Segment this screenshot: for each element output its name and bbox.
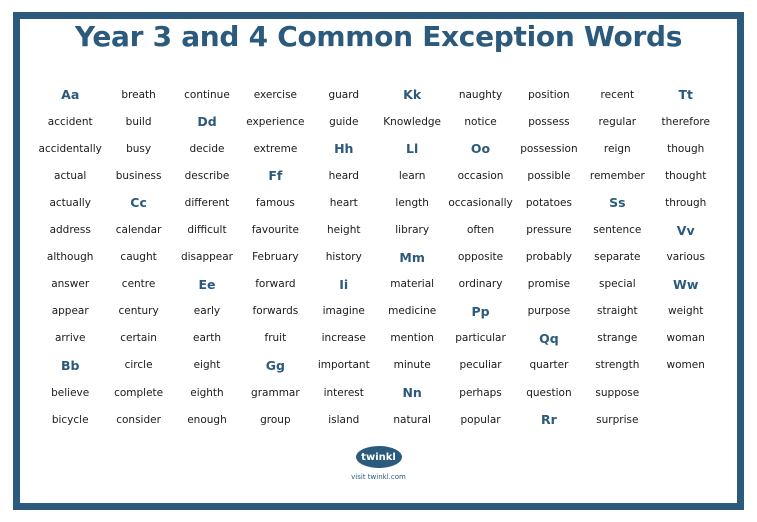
word-item: forward [255,278,296,291]
letter-heading: Gg [265,357,285,373]
word-item: forwards [252,305,299,318]
word-item: important [317,359,370,372]
word-item: appear [51,305,89,318]
word-item: minute [393,359,431,372]
word-item: natural [393,413,431,426]
word-item: February [252,251,299,264]
word-item: potatoes [525,196,572,209]
word-item: famous [255,196,295,209]
word-item: although [46,251,94,264]
word-item: question [526,386,572,399]
word-item: notice [464,115,497,128]
word-item: opposite [457,251,504,264]
word-item: though [667,142,705,155]
word-item: eight [193,359,221,372]
letter-heading: Ee [198,276,216,292]
letter-heading: Qq [539,330,559,346]
word-item: interest [323,386,364,399]
word-item: breath [121,88,156,101]
word-item: popular [460,413,501,426]
word-item: group [260,413,291,426]
word-item: history [325,251,362,264]
word-item: separate [594,251,641,264]
twinkl-logo[interactable] [356,446,402,468]
word-item: calendar [115,224,162,237]
word-item: peculiar [459,359,502,372]
word-item: therefore [661,115,710,128]
letter-heading: Ff [268,168,283,184]
word-item: Knowledge [383,115,442,128]
word-item: favourite [251,224,299,237]
word-item: different [184,196,230,209]
word-item: occasionally [448,196,513,209]
word-item: actual [54,169,87,182]
word-item: regular [598,115,637,128]
letter-heading: Nn [402,385,422,401]
word-item: quarter [529,359,569,372]
word-item: probably [525,251,572,264]
word-item: heard [328,169,359,182]
letter-heading: Cc [130,195,147,211]
empty-cell [652,406,720,433]
word-item: accident [47,115,93,128]
footer [0,446,757,481]
word-item: guide [329,115,359,128]
word-item: complete [114,386,164,399]
word-item: circle [124,359,153,372]
word-item: perhaps [459,386,502,399]
page-title: Year 3 and 4 Common Exception Words [74,20,683,53]
word-item: difficult [187,224,227,237]
word-item: occasion [457,169,504,182]
word-item: fruit [264,332,287,345]
word-item: women [666,359,705,372]
word-item: ordinary [458,278,503,291]
letter-heading: Dd [197,114,217,130]
word-item: centre [121,278,156,291]
letter-heading: Vv [676,222,695,238]
word-item: promise [527,278,571,291]
word-item: naughty [458,88,503,101]
word-item: build [125,115,152,128]
letter-heading: Ss [609,195,626,211]
word-item: possible [527,169,571,182]
word-item: length [395,196,429,209]
word-item: suppose [595,386,640,399]
word-item: learn [398,169,426,182]
word-item: address [49,224,91,237]
word-item: strength [595,359,640,372]
word-item: century [118,305,159,318]
word-item: surprise [596,413,639,426]
word-item: material [390,278,435,291]
word-item: accidentally [38,142,102,155]
word-item: medicine [388,305,437,318]
letter-heading: Bb [60,357,80,373]
word-item: thought [665,169,707,182]
word-item: mention [390,332,434,345]
visit-link[interactable]: visit twinkl.com [351,473,406,481]
word-item: through [665,196,707,209]
word-item: certain [120,332,157,345]
word-item: purpose [527,305,571,318]
word-item: weight [668,305,704,318]
word-item: recent [600,88,635,101]
word-item: heart [329,196,358,209]
word-item: woman [666,332,705,345]
word-item: extreme [253,142,298,155]
word-item: business [115,169,162,182]
word-item: decide [189,142,225,155]
word-item: height [327,224,361,237]
word-item: reign [603,142,631,155]
letter-heading: Mm [399,249,425,265]
letter-heading: Ll [406,141,419,157]
letter-heading: Aa [61,87,80,103]
letter-heading: Rr [541,412,557,428]
word-item: answer [51,278,90,291]
logo-text: twinkl [361,451,396,463]
word-grid [36,81,720,433]
word-item: possession [520,142,578,155]
word-item: eighth [190,386,224,399]
word-item: pressure [526,224,572,237]
word-item: continue [184,88,230,101]
word-item: consider [116,413,161,426]
word-item: strange [597,332,638,345]
word-item: describe [184,169,230,182]
word-item: remember [589,169,645,182]
word-item: exercise [253,88,298,101]
word-item: particular [455,332,506,345]
letter-heading: Ww [673,276,699,292]
word-item: enough [187,413,227,426]
letter-heading: Ii [339,276,349,292]
word-item: believe [51,386,90,399]
word-item: island [328,413,360,426]
word-item: early [193,305,221,318]
word-item: increase [321,332,366,345]
word-item: straight [596,305,638,318]
word-item: library [395,224,430,237]
word-item: experience [246,115,305,128]
letter-heading: Tt [678,87,693,103]
word-item: busy [126,142,152,155]
word-item: guard [328,88,360,101]
letter-heading: Hh [334,141,354,157]
letter-heading: Pp [471,303,490,319]
word-item: special [599,278,636,291]
word-item: imagine [322,305,365,318]
word-item: bicycle [51,413,89,426]
word-item: earth [192,332,221,345]
letter-heading: Kk [403,87,422,103]
word-item: sentence [593,224,642,237]
word-item: disappear [180,251,233,264]
word-item: arrive [54,332,86,345]
word-item: caught [120,251,157,264]
word-item: grammar [251,386,300,399]
empty-cell [652,379,720,406]
word-item: position [528,88,570,101]
word-item: actually [49,196,91,209]
letter-heading: Oo [470,141,491,157]
word-item: often [466,224,495,237]
word-item: various [666,251,705,264]
word-item: possess [528,115,570,128]
